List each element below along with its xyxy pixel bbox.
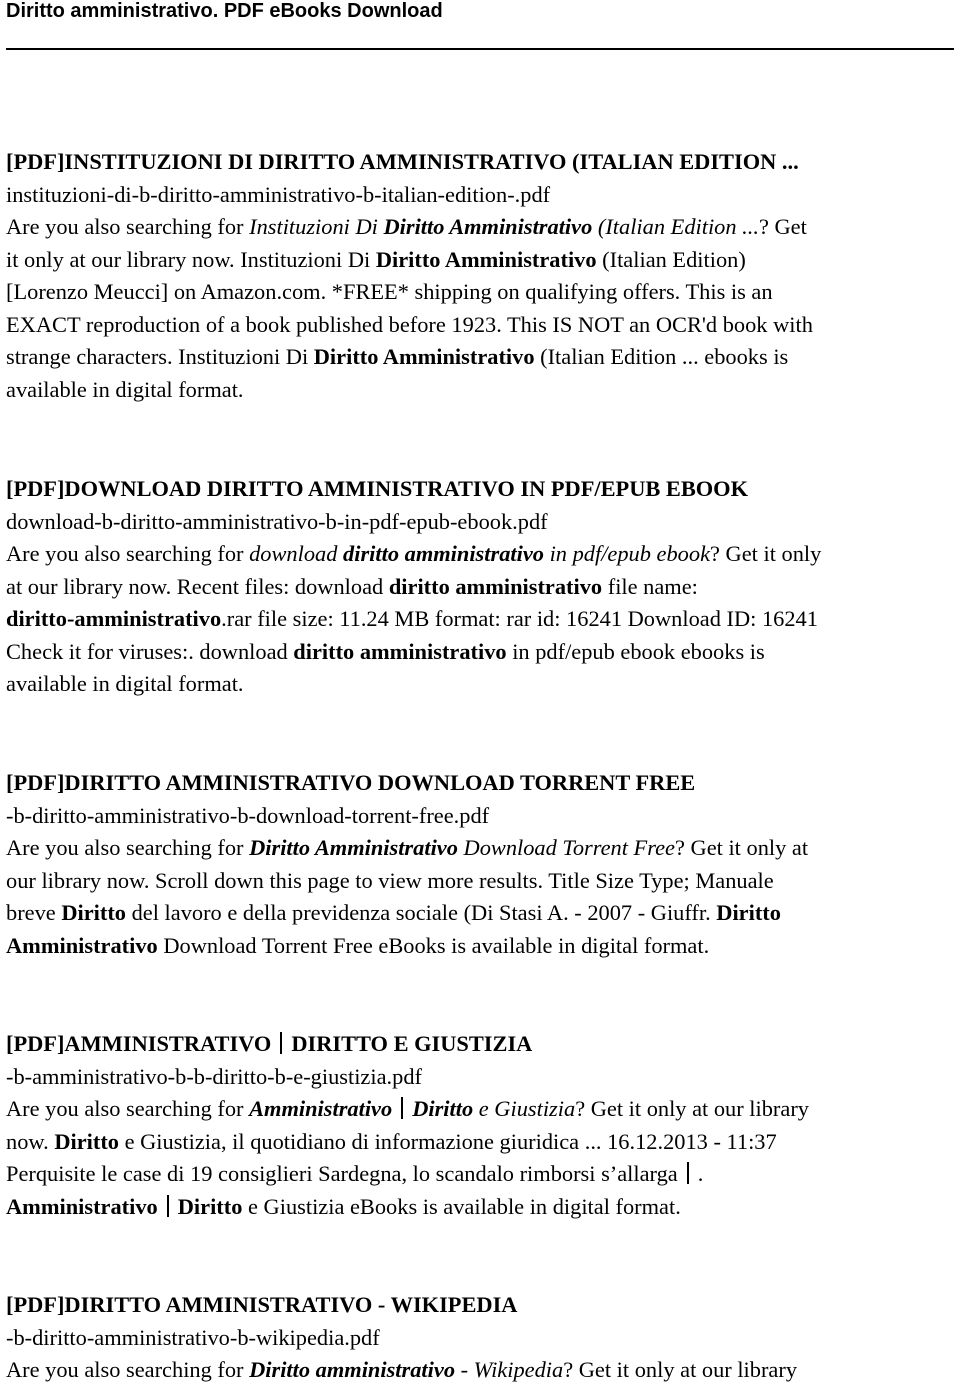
result-text-line: diritto-amministrativo.rar file size: 11.24 MB format: rar id: 16241 Download ID: 16241 xyxy=(6,606,818,631)
result-text-line: available in digital format. xyxy=(6,671,244,696)
result-entry xyxy=(6,767,956,962)
result-text-line: Amministrativo Download Torrent Free eBooks is available in digital format. xyxy=(6,932,710,958)
result-entry xyxy=(6,473,956,701)
result-filename: -b-amministrativo-b-b-diritto-b-e-giustizia.pdf xyxy=(6,1063,422,1089)
result-text-line: [Lorenzo Meucci] on Amazon.com. *FREE* shipping on qualifying offers. This is an xyxy=(6,279,773,304)
separator-bar xyxy=(167,1195,169,1217)
result-text-line: available in digital format. xyxy=(6,376,244,402)
result-text-line: Perquisite le case di 19 consiglieri Sardegna, lo scandalo rimborsi s’allarga . xyxy=(6,1161,704,1186)
result-text-line: breve Diritto del lavoro e della previdenza sociale (Di Stasi A. - 2007 - Giuffr. Diritto xyxy=(6,900,781,925)
result-filename: download-b-diritto-amministrativo-b-in-pdf-epub-ebook.pdf xyxy=(6,508,548,534)
result-title[interactable]: [PDF]DIRITTO AMMINISTRATIVO - WIKIPEDIA xyxy=(6,1292,518,1317)
result-text-line: our library now. Scroll down this page to view more results. Title Size Type; Manuale xyxy=(6,867,774,893)
result-text-line: Are you also searching for download diritto amministrativo in pdf/epub ebook? Get it only xyxy=(6,541,822,566)
separator-bar xyxy=(401,1097,403,1119)
result-text-line: it only at our library now. Instituzioni Di Diritto Amministrativo (Italian Edition) xyxy=(6,246,746,272)
result-title[interactable]: [PDF]AMMINISTRATIVO DIRITTO E GIUSTIZIA xyxy=(6,1031,533,1056)
result-text-line: Check it for viruses:. download diritto amministrativo in pdf/epub ebook ebooks is xyxy=(6,638,765,664)
result-text-line: Amministrativo Diritto e Giustizia eBooks is available in digital format. xyxy=(6,1193,681,1219)
result-entry xyxy=(6,1028,956,1223)
result-entry xyxy=(6,1289,956,1387)
result-text-line: now. Diritto e Giustizia, il quotidiano di informazione giuridica ... 16.12.2013 - 11:37 xyxy=(6,1128,777,1154)
result-text-line: Are you also searching for Diritto amministrativo - Wikipedia? Get it only at our library xyxy=(6,1357,798,1382)
result-filename: instituzioni-di-b-diritto-amministrativo-b-italian-edition-.pdf xyxy=(6,181,551,207)
result-text-line: Are you also searching for Diritto Amministrativo Download Torrent Free? Get it only at xyxy=(6,835,809,860)
result-title[interactable]: [PDF]DIRITTO AMMINISTRATIVO DOWNLOAD TORRENT FREE xyxy=(6,770,696,795)
page-title: Diritto amministrativo. PDF eBooks Download xyxy=(6,0,443,22)
result-text-line: Are you also searching for Amministrativo Diritto e Giustizia? Get it only at our library xyxy=(6,1096,809,1121)
result-title[interactable]: [PDF]DOWNLOAD DIRITTO AMMINISTRATIVO IN PDF/EPUB EBOOK xyxy=(6,476,749,501)
separator-bar xyxy=(687,1162,689,1184)
result-text-line: Are you also searching for Instituzioni Di Diritto Amministrativo (Italian Edition ...? Get xyxy=(6,214,807,239)
separator-bar xyxy=(280,1032,282,1054)
result-text-line: EXACT reproduction of a book published before 1923. This IS NOT an OCR'd book with xyxy=(6,311,813,337)
result-title[interactable]: [PDF]INSTITUZIONI DI DIRITTO AMMINISTRATIVO (ITALIAN EDITION ... xyxy=(6,149,799,174)
result-filename: -b-diritto-amministrativo-b-wikipedia.pdf xyxy=(6,1324,380,1350)
result-entry xyxy=(6,146,956,406)
page-header xyxy=(6,0,956,24)
result-filename: -b-diritto-amministrativo-b-download-torrent-free.pdf xyxy=(6,802,490,828)
header-divider xyxy=(6,48,954,50)
result-text-line: at our library now. Recent files: download diritto amministrativo file name: xyxy=(6,573,698,599)
result-text-line: strange characters. Instituzioni Di Diritto Amministrativo (Italian Edition ... ebooks is xyxy=(6,344,789,369)
